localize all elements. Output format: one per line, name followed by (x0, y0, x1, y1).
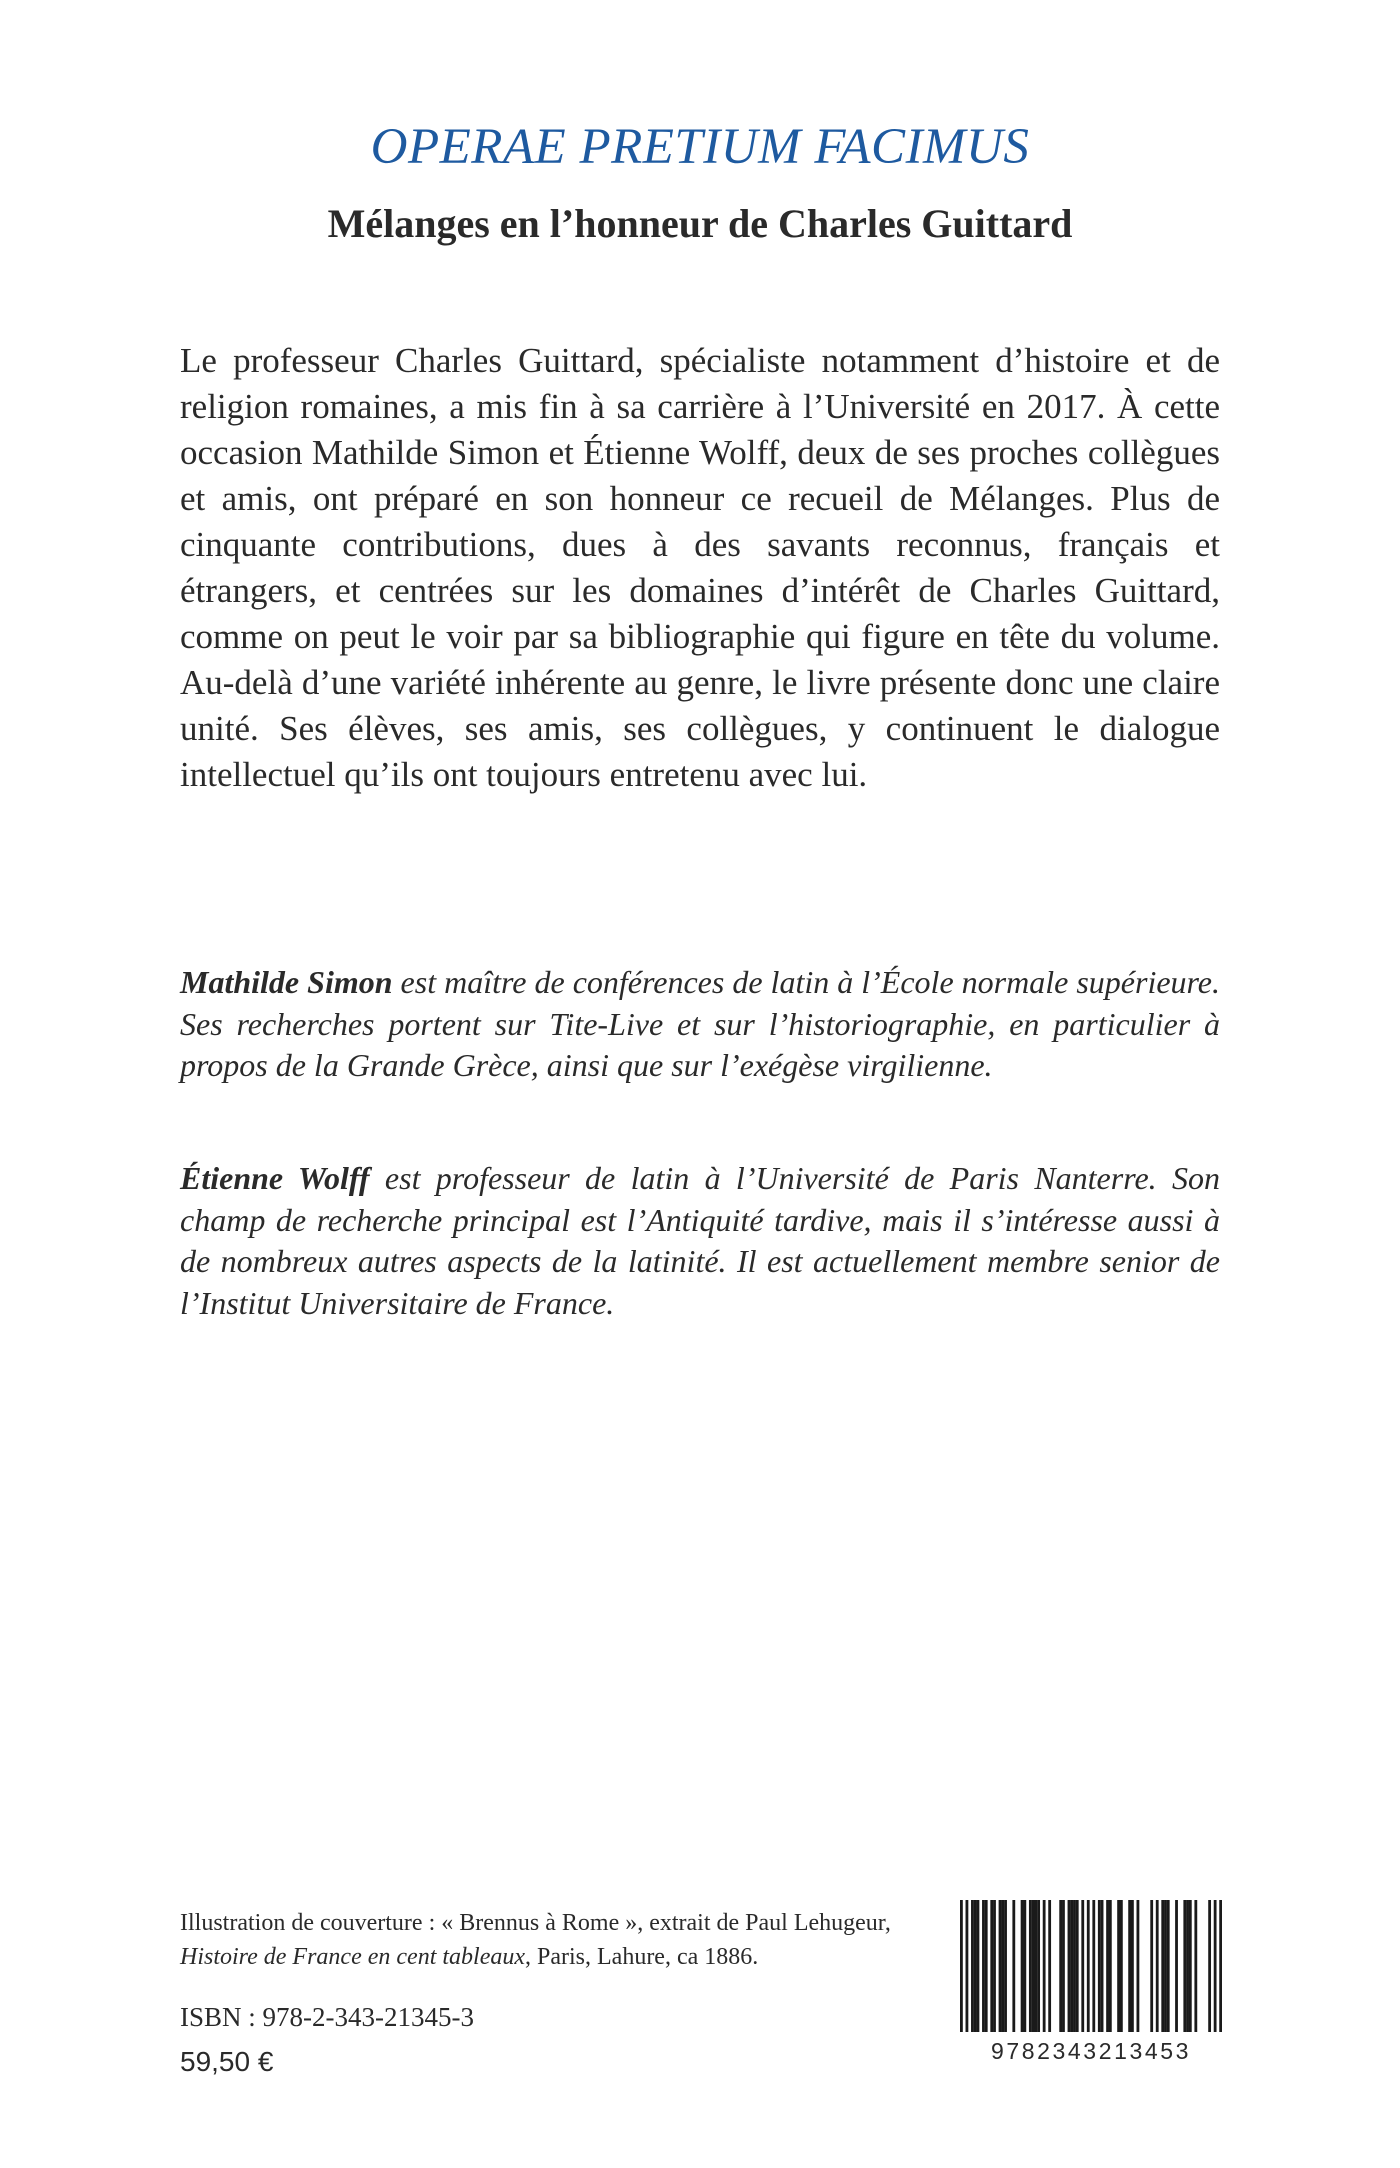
barcode-bar (1032, 1900, 1035, 2032)
credit-line: Illustration de couverture : « Brennus à Rome », extrait de Paul Lehugeur, (180, 1910, 891, 1936)
barcode-bar (1219, 1900, 1222, 2032)
barcode-bar (1012, 1900, 1015, 2032)
book-blurb: Le professeur Charles Guittard, spécialiste notamment d’histoire et de religion romaines, a mis fin à sa carrière à l’Université en 2017. À cette occasion Mathilde Simon et Étienne Wolff, deux de ses proches collègues et amis, ont préparé en son honneur ce recueil de Mélanges. Plus de cinquante contributions, dues à des savants reconnus, français et étrangers, et centrées sur les domaines d’intérêt de Charles Guittard, comme on peut le voir par sa bibliographie qui figure en tête du volume. Au-delà d’une variété inhérente au genre, le livre présente donc une claire unité. Ses élèves, ses amis, ses collègues, y continuent le dialogue intellectuel qu’ils ont toujours entretenu avec lui. (180, 341, 1220, 794)
barcode-bar (1183, 1900, 1186, 2032)
barcode-bar (1194, 1900, 1197, 2032)
barcode-digits: 9782343213453 (990, 2038, 1192, 2064)
author-bio-text: est professeur de latin à l’Université de Paris Nanterre. Son champ de recherche principal est l’Antiquité tardive, mais il s’intéresse aussi à de nombreux autres aspects de la latinité. Il est actuellement membre senior de l’Institut Universitaire de France. (180, 1160, 1221, 1321)
barcode-bar (1076, 1900, 1079, 2032)
barcode-bar (1175, 1900, 1178, 2032)
barcode-bar (999, 1900, 1002, 2032)
barcode-bar (1021, 1900, 1024, 2032)
cover-illustration-credit (180, 1906, 940, 1974)
barcode-bar (1128, 1900, 1131, 2032)
barcode-bar (1120, 1900, 1123, 2032)
barcode-bar (1062, 1900, 1065, 2032)
isbn: ISBN : 978-2-343-21345-3 (180, 2002, 474, 2032)
barcode-bar (1156, 1900, 1159, 2032)
barcode-bar (1101, 1900, 1104, 2032)
author-bio-text: est maître de conférences de latin à l’École normale supérieure. Ses recherches portent sur Tite-Live et sur l’historiographie, en particulier à propos de la Grande Grèce, ainsi que sur l’exégèse virgilienne. (180, 964, 1220, 1083)
barcode-bar (1048, 1900, 1051, 2032)
barcode-bar (1059, 1900, 1062, 2032)
barcode-bar (960, 1900, 963, 2032)
barcode-bar (1131, 1900, 1134, 2032)
barcode-bar (1070, 1900, 1073, 2032)
barcode-bar (982, 1900, 985, 2032)
barcode-bar (974, 1900, 977, 2032)
barcode-bar (1150, 1900, 1153, 2032)
barcode-bar (1037, 1900, 1040, 2032)
barcode-bar (1137, 1900, 1140, 2032)
barcode-bar (993, 1900, 996, 2032)
barcode-bar (1117, 1900, 1120, 2032)
author-bio-wolff (180, 1158, 1220, 1324)
author-name: Étienne Wolff (180, 1160, 370, 1196)
barcode-bar (1043, 1900, 1046, 2032)
barcode-bar (1087, 1900, 1090, 2032)
barcode-bar (1023, 1900, 1026, 2032)
barcode-bar (1073, 1900, 1076, 2032)
barcode-bar (1004, 1900, 1007, 2032)
barcode (960, 1900, 1222, 2072)
barcode-bar (1167, 1900, 1170, 2032)
barcode-bar (1164, 1900, 1167, 2032)
barcode-bar (1161, 1900, 1164, 2032)
price: 59,50 € (180, 2046, 274, 2077)
barcode-bar (1098, 1900, 1101, 2032)
barcode-bar (1106, 1900, 1109, 2032)
barcode-bar (1068, 1900, 1071, 2032)
barcode-bar (971, 1900, 974, 2032)
barcode-bar (985, 1900, 988, 2032)
barcode-bar (1081, 1900, 1084, 2032)
book-title: OPERAE PRETIUM FACIMUS (370, 119, 1030, 175)
barcode-bar (977, 1900, 980, 2032)
barcode-bar (1092, 1900, 1095, 2032)
barcode-bar (1034, 1900, 1037, 2032)
barcode-bar (1189, 1900, 1192, 2032)
book-subtitle: Mélanges en l’honneur de Charles Guittard (327, 201, 1073, 246)
author-bio-simon (180, 962, 1220, 1087)
barcode-bar (990, 1900, 993, 2032)
barcode-bar (1109, 1900, 1112, 2032)
barcode-bar (1208, 1900, 1211, 2032)
barcode-bar (966, 1900, 969, 2032)
barcode-bar (1029, 1900, 1032, 2032)
barcode-bar (1186, 1900, 1189, 2032)
barcode-bars (960, 1900, 1222, 2040)
barcode-bar (1214, 1900, 1217, 2032)
author-name: Mathilde Simon (180, 964, 393, 1000)
credit-details: , Paris, Lahure, ca 1886. (525, 1944, 759, 1970)
barcode-bar (1001, 1900, 1004, 2032)
credit-work-title: Histoire de France en cent tableaux (180, 1944, 525, 1970)
